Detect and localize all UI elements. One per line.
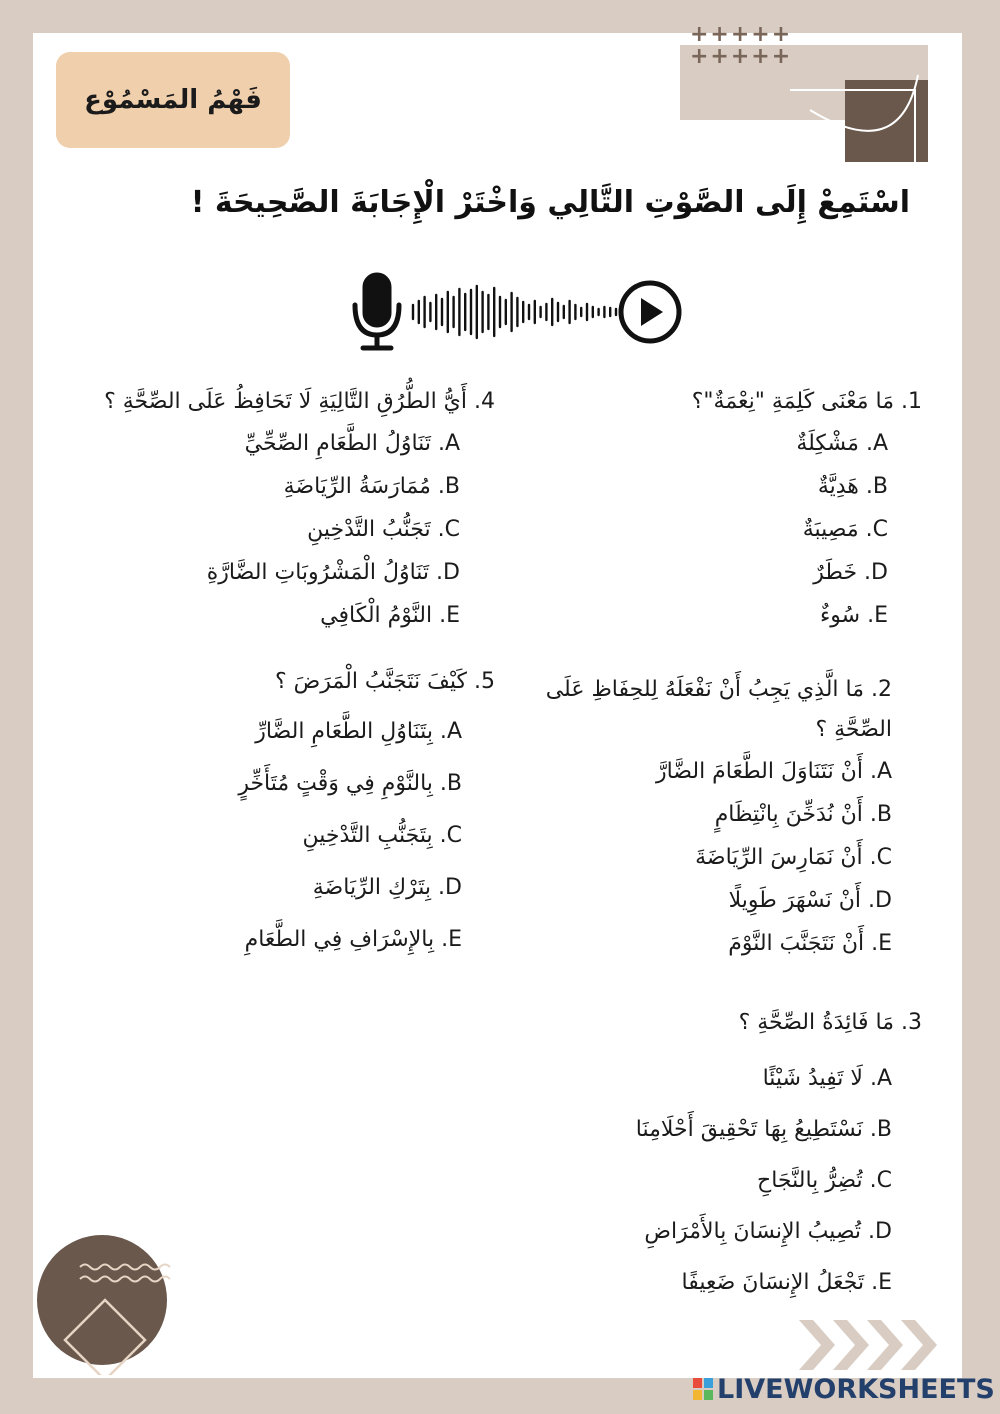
question-3-stem: 3. مَا فَائِدَةُ الصِّحَّةِ ؟	[738, 1010, 922, 1035]
question-5-stem: 5. كَيْفَ نَتَجَنَّبُ الْمَرَضَ ؟	[274, 669, 495, 694]
question-2-option-c[interactable]: C. أَنْ نَمَارِسَ الرِّيَاضَةَ	[695, 845, 892, 870]
question-5-option-e[interactable]: E. بِالإِسْرَافِ فِي الطَّعَامِ	[244, 927, 462, 952]
waveform-icon	[413, 286, 616, 338]
question-5-option-b[interactable]: B. بِالنَّوْمِ فِي وَقْتٍ مُتَأَخِّرٍ	[238, 771, 462, 796]
decor-chevrons	[795, 1315, 945, 1375]
question-1-option-d[interactable]: D. خَطَرٌ	[813, 560, 888, 585]
question-3-option-a[interactable]: A. لَا تَفِيدُ شَيْئًا	[762, 1066, 892, 1091]
question-1-option-a[interactable]: A. مَشْكِلَةٌ	[796, 431, 888, 456]
play-icon[interactable]	[621, 283, 679, 341]
question-5-option-d[interactable]: D. بِتَرْكِ الرِّيَاضَةِ	[312, 875, 462, 900]
question-4-option-c[interactable]: C. تَجَنُّبُ التَّدْخِينِ	[307, 517, 460, 542]
question-1-option-b[interactable]: B. هَدِيَّةٌ	[817, 474, 888, 499]
question-5-option-a[interactable]: A. بِتَنَاوُلِ الطَّعَامِ الضَّارِّ	[255, 719, 462, 744]
decor-plus-pattern: +++++ +++++	[690, 22, 793, 69]
question-1-option-c[interactable]: C. مَصِيبَةٌ	[802, 517, 888, 542]
decor-arc	[780, 70, 920, 170]
question-4-option-e[interactable]: E. النَّوْمُ الْكَافِي	[320, 603, 460, 628]
brand-logo-text: LIVEWORKSHEETS	[717, 1373, 995, 1405]
question-4-stem: 4. أَيُّ الطُّرُقِ التَّالِيَةِ لَا تَحَافِظُ عَلَى الصِّحَّةِ ؟	[104, 389, 495, 414]
question-2-option-d[interactable]: D. أَنْ نَسْهَرَ طَوِيلًا	[728, 888, 892, 913]
brand-logo[interactable]	[693, 1374, 995, 1404]
question-4-option-d[interactable]: D. تَنَاوُلُ الْمَشْرُوبَاتِ الضَّارَّةِ	[206, 560, 460, 585]
question-2	[522, 670, 922, 965]
question-2-option-b[interactable]: B. أَنْ نُدَخِّنَ بِانْتِظَامٍ	[714, 802, 892, 827]
question-5	[35, 662, 495, 966]
brand-logo-icon	[693, 1378, 713, 1400]
question-2-option-e[interactable]: E. أَنْ نَتَجَنَّبَ النَّوْمَ	[728, 931, 892, 956]
question-3-option-d[interactable]: D. تُصِيبُ الإِنسَانَ بِالأَمْرَاضِ	[644, 1219, 892, 1244]
question-4-option-b[interactable]: B. مُمَارَسَةُ الرِّيَاضَةِ	[283, 474, 460, 499]
audio-player[interactable]	[345, 270, 690, 360]
question-2-stem: 2. مَا الَّذِي يَجِبُ أَنْ نَفْعَلَهُ لِلحِفَاظِ عَلَى الصِّحَّةِ ؟	[545, 677, 892, 742]
question-4-option-a[interactable]: A. تَنَاوُلُ الطَّعَامِ الصِّحِّيِّ	[244, 431, 460, 456]
question-1	[522, 382, 922, 637]
question-3	[522, 1003, 922, 1308]
question-5-option-c[interactable]: C. بِتَجَنُّبِ التَّدْخِينِ	[302, 823, 462, 848]
decor-waves-diamond	[50, 1255, 210, 1375]
question-3-option-b[interactable]: B. نَسْتَطِيعُ بِهَا تَحْقِيقَ أَحْلَامِنَا	[635, 1117, 892, 1142]
instruction-text: اسْتَمِعْ إِلَى الصَّوْتِ التَّالِي وَاخْتَرْ الْإِجَابَةَ الصَّحِيحَةَ !	[190, 185, 910, 220]
question-1-stem: 1. مَا مَعْنَى كَلِمَةِ "نِعْمَةٌ"؟	[691, 389, 922, 414]
page-title: فَهْمُ المَسْمُوْع	[56, 52, 290, 148]
question-3-option-e[interactable]: E. تَجْعَلُ الإِنسَانَ ضَعِيفًا	[681, 1270, 892, 1295]
question-4	[35, 382, 495, 637]
question-1-option-e[interactable]: E. سُوءٌ	[819, 603, 888, 628]
microphone-icon	[355, 275, 399, 348]
question-2-option-a[interactable]: A. أَنْ نَتَنَاوَلَ الطَّعَامَ الضَّارَّ	[655, 759, 892, 784]
question-3-option-c[interactable]: C. تُضِرُّ بِالنَّجَاحِ	[757, 1168, 892, 1193]
